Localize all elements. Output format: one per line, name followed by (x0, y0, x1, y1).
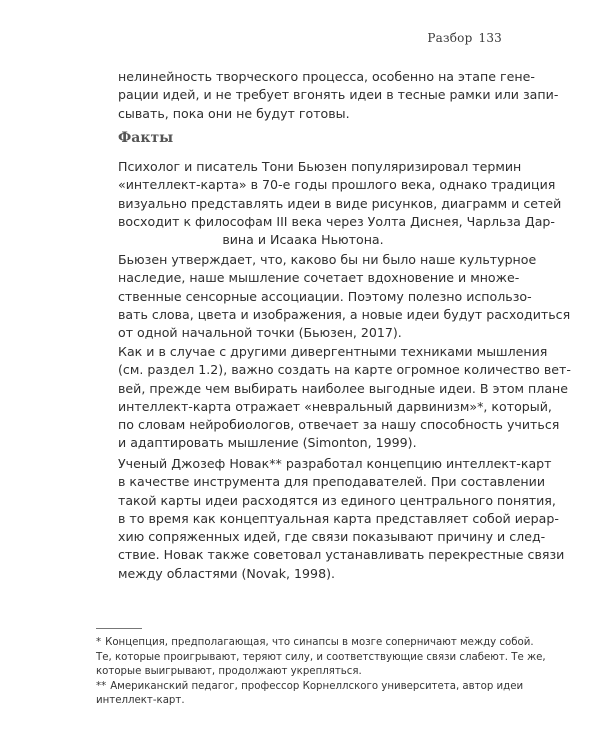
section-title: Разбор (427, 31, 473, 45)
paragraph-1 (118, 158, 562, 249)
text-line: восходит к философам III века через Уолта Диснея, Чарльза Дар- (118, 213, 555, 229)
footnote-1 (96, 636, 546, 680)
text-line: и адаптировать мышление (Simonton, 1999). (118, 435, 417, 451)
text-line: «интеллект-карта» в 70-е годы прошлого века, однако традиция (118, 177, 556, 193)
text-line: ствие. Новак также советовал устанавливать перекрестные связи (118, 547, 565, 563)
footnote-line: Те, которые проигрывают, теряют силу, и соответствующие связи слабеют. Те же, (96, 651, 546, 663)
footnote-line (96, 636, 534, 651)
text-line: ственные сенсорные ассоциации. Поэтому полезно использо- (118, 288, 532, 304)
page-number: 133 (478, 31, 502, 45)
paragraph-3 (118, 343, 571, 453)
footnote-mark: * (96, 637, 102, 648)
facts-heading: Факты (118, 130, 174, 146)
text-line: вина и Исаака Ньютона. (222, 232, 384, 248)
text-line: от одной начальной точки (Бьюзен, 2017). (118, 325, 402, 341)
text-line: Ученый Джозеф Новак** разработал концепцию интеллект-карт (118, 456, 552, 471)
text-line: (см. раздел 1.2), важно создать на карте огромное количество вет- (118, 362, 571, 378)
text-line: интеллект-карта отражает «невральный дарвинизм»*, который, (118, 398, 552, 414)
footnote-2 (96, 680, 524, 709)
intro-paragraph (118, 68, 559, 123)
text-line: в качестве инструмента для преподавателей. При составлении (118, 474, 546, 490)
paragraph-4 (118, 455, 565, 583)
footnote-mark: ** (96, 680, 107, 692)
text-line: нелинейность творческого процесса, особенно на этапе гене- (118, 69, 535, 84)
text-line: наследие, наше мышление сочетает вдохновение и множе- (118, 270, 520, 286)
footnote-text: Концепция, предполагающая, что синапсы в мозге соперничают между собой. (105, 637, 534, 648)
text-line: вать слова, цвета и изображения, а новые идеи будут расходиться (118, 306, 571, 322)
text-line: рации идей, и не требует вгонять идеи в тесные рамки или запи- (118, 87, 559, 103)
text-line: хию сопряженных идей, где связи показывают причину и след- (118, 529, 546, 545)
footnote-divider (96, 628, 142, 629)
text-line: между областями (Novak, 1998). (118, 565, 335, 581)
text-line: вей, прежде чем выбирать наиболее выгодные идеи. В этом плане (118, 380, 569, 396)
text-line: по словам нейробиологов, отвечает за нашу способность учиться (118, 417, 560, 433)
text-line: Психолог и писатель Тони Бьюзен популяризировал термин (118, 159, 522, 174)
text-line: в то время как концептуальная карта представляет собой иерар- (118, 510, 559, 526)
text-line: сывать, пока они не будут готовы. (118, 105, 350, 121)
footnote-text: Американский педагог, профессор Корнеллского университета, автор идеи (110, 680, 524, 692)
footnote-line: интеллект-карт. (96, 695, 185, 706)
footnote-line (96, 680, 524, 695)
text-line: Как и в случае с другими дивергентными техниками мышления (118, 344, 548, 359)
footnote-line: которые выигрывают, продолжают укрепляться. (96, 666, 362, 677)
running-head (427, 31, 502, 45)
text-line: визуально представлять идеи в виде рисунков, диаграмм и сетей (118, 195, 562, 211)
footnotes (96, 636, 546, 709)
paragraph-2 (118, 251, 571, 342)
text-line: Бьюзен утверждает, что, каково бы ни было наше культурное (118, 252, 537, 267)
text-line: такой карты идеи расходятся из единого центрального понятия, (118, 492, 556, 508)
